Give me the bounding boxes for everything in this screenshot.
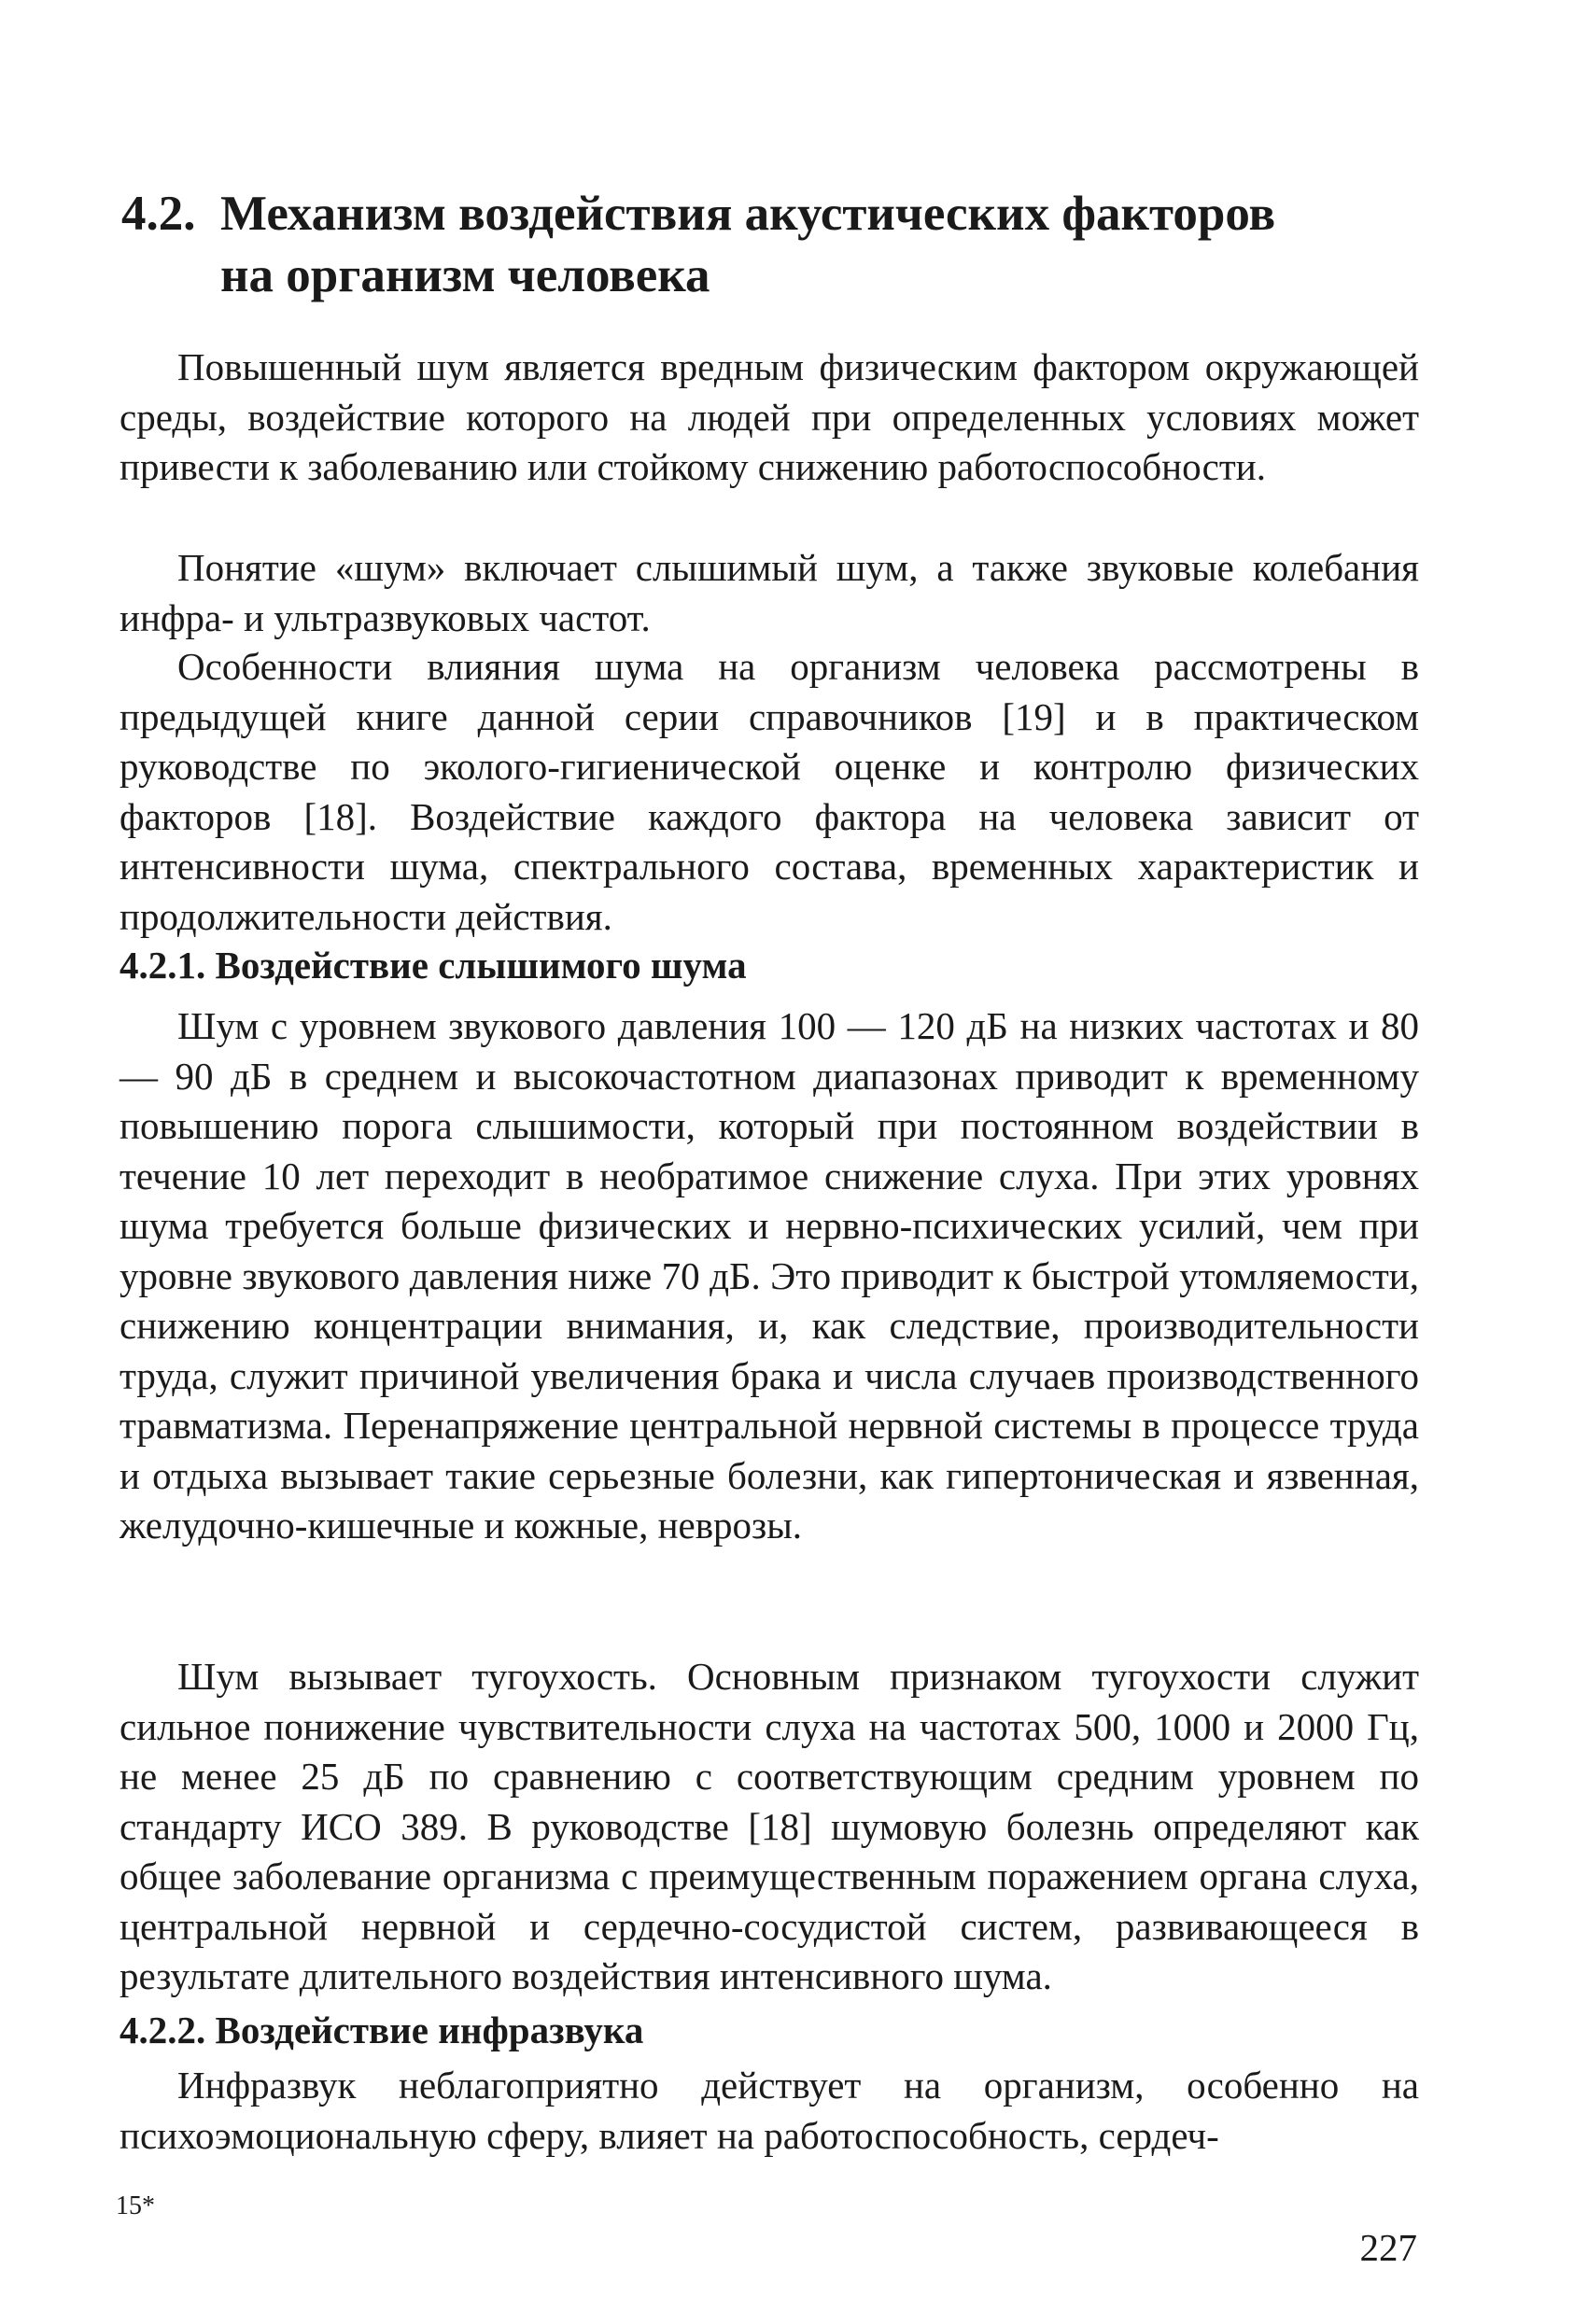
- paragraph-infrasound-effects: Инфразвук неблагоприятно действует на организм, особенно на психоэмоциональную сферу, влияет на работоспособность, сердеч-: [119, 2064, 1419, 2157]
- chapter-title-line-2: на организм человека: [220, 248, 710, 302]
- paragraph-noise-definition: Понятие «шум» включает слышимый шум, а также звуковые колебания инфра- и ультразвуковых частот.: [119, 546, 1419, 639]
- paragraph-audible-noise-effects: Шум с уровнем звукового давления 100 — 120 дБ на низких частотах и 80 — 90 дБ в среднем и высокочастотном диапазонах приводит к временному повышению порога слышимости, который при постоянном воздействии в течение 10 лет переходит в необратимое снижение слуха. При этих уровнях шума требуется больше физических и нервно-психических усилий, чем при уровне звукового давления ниже 70 дБ. Это приводит к быстрой утомляемости, снижению концентрации внимания, и, как следствие, производительности труда, служит причиной увеличения брака и числа случаев производственного травматизма. Перенапряжение центральной нервной системы в процессе труда и отдыха вызывает такие серьезные болезни, как гипертоническая и язвенная, желудочно-кишечные и кожные, неврозы.: [119, 1004, 1419, 1547]
- chapter-number: 4.2.: [121, 187, 196, 241]
- paragraph-noise-harm: Повышенный шум является вредным физическим фактором окружающей среды, воздействие которого на людей при определенных условиях может привести к заболеванию или стойкому снижению работоспособности.: [119, 345, 1419, 488]
- paragraph-hearing-loss: Шум вызывает тугоухость. Основным признаком тугоухости служит сильное понижение чувствительности слуха на частотах 500, 1000 и 2000 Гц, не менее 25 дБ по сравнению с соответствующим средним уровнем по стандарту ИСО 389. В руководстве [18] шумовую болезнь определяют как общее заболевание организма с преимущественным поражением органа слуха, центральной нервной и сердечно-сосудистой систем, развивающееся в результате длительного воздействия интенсивного шума.: [119, 1655, 1419, 1997]
- page-number: 227: [1359, 2226, 1417, 2269]
- subsection-heading-audible-noise: 4.2.1. Воздействие слышимого шума: [119, 944, 747, 987]
- chapter-title-line-1: Механизм воздействия акустических факторов: [220, 187, 1276, 241]
- signature-mark: 15*: [116, 2191, 155, 2220]
- subsection-heading-infrasound: 4.2.2. Воздействие инфразвука: [119, 2009, 644, 2051]
- paragraph-noise-influence: Особенности влияния шума на организм человека рассмотрены в предыдущей книге данной серии справочников [19] и в практическом руководстве по эколого-гигиенической оценке и контролю физических факторов [18]. Воздействие каждого фактора на человека зависит от интенсивности шума, спектрального состава, временных характеристик и продолжительности действия.: [119, 645, 1419, 938]
- chapter-title: [121, 183, 1447, 306]
